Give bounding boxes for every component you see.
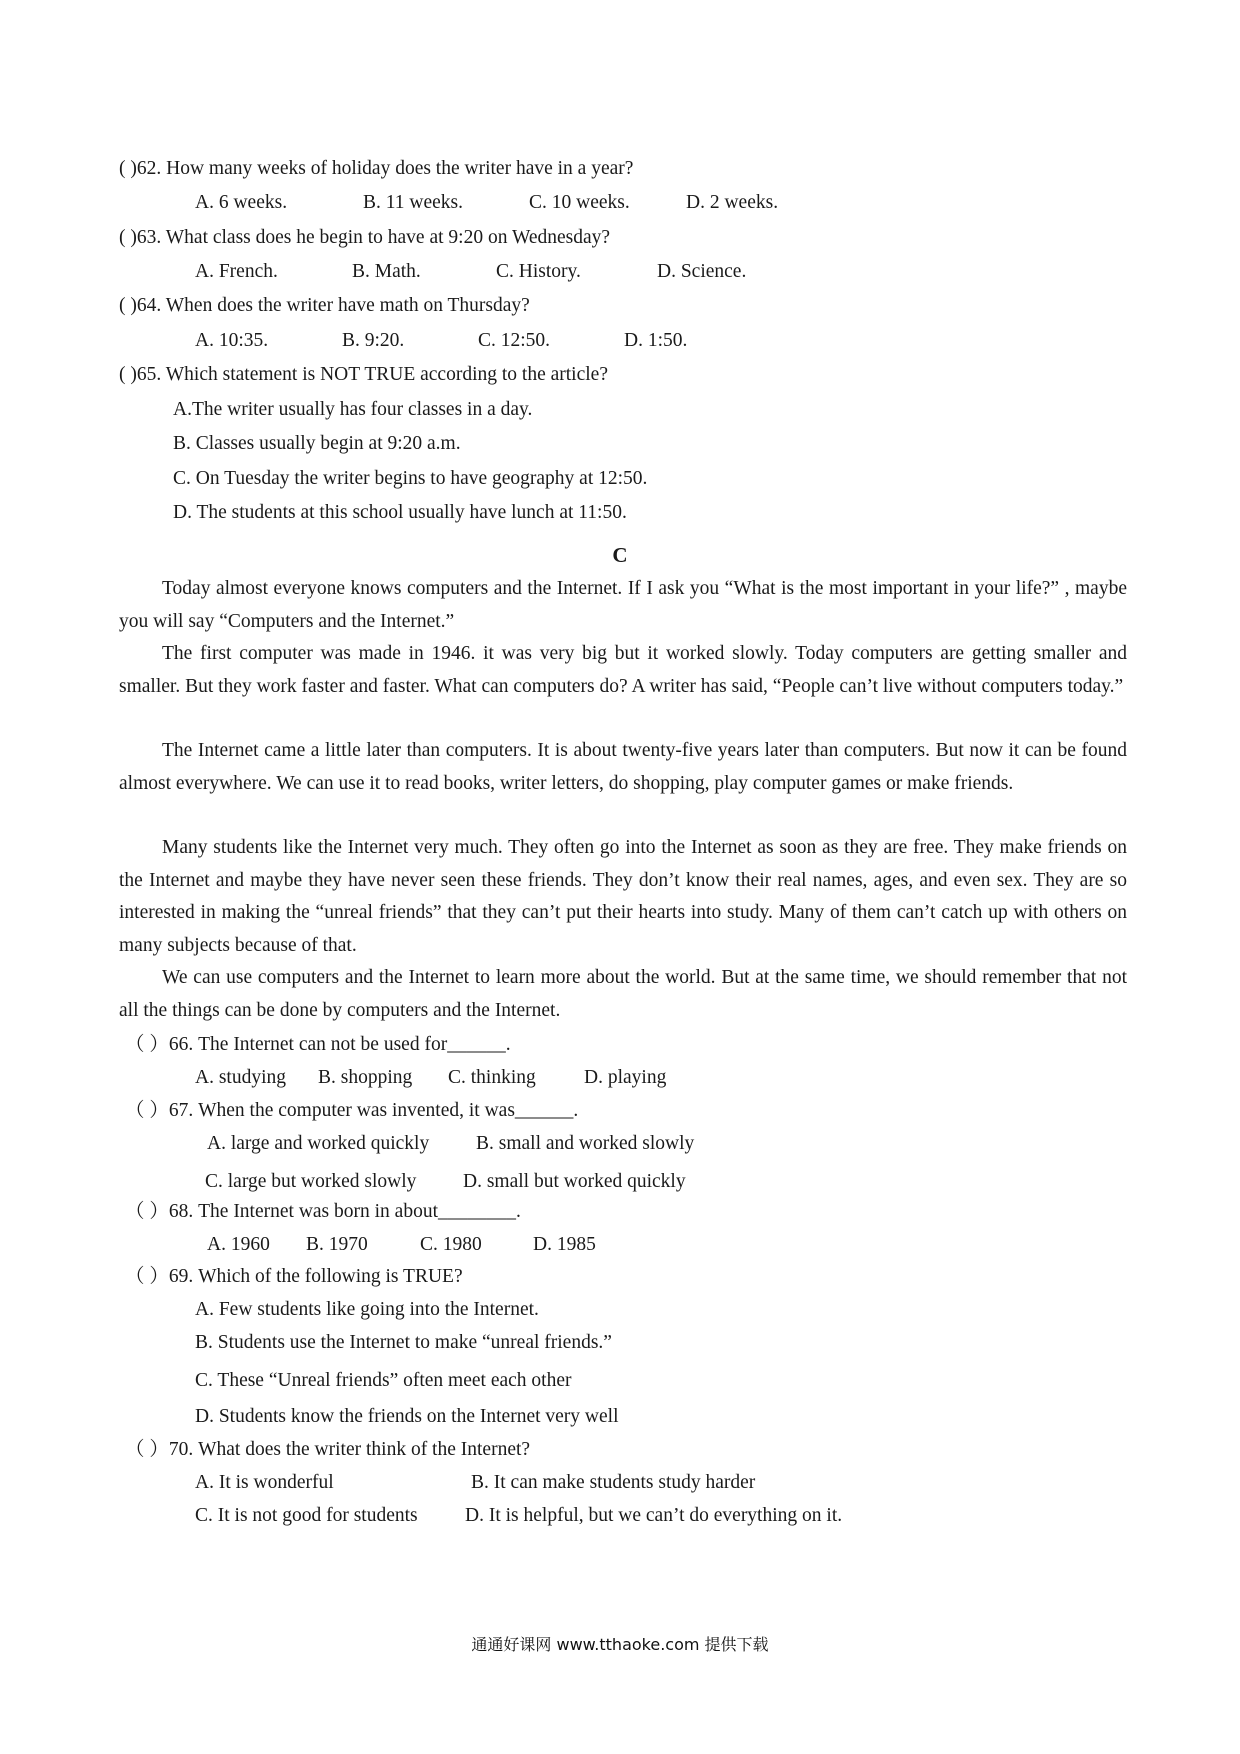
option-a: A. 1960 (207, 1234, 270, 1255)
option-a: A. French. (195, 261, 278, 282)
question-65-stem: ( )65. Which statement is NOT TRUE according to the article? (119, 364, 608, 385)
passage-paragraph-3: The Internet came a little later than computers. It is about twenty-five years later than computers. But now it can be found almost everywhere. We can use it to read books, writer letters, do shopping, play computer games or make friends. (119, 740, 1127, 794)
option-a: A. 6 weeks. (195, 192, 288, 213)
option-c: C. History. (496, 261, 581, 282)
option-a: A. large and worked quickly (207, 1133, 430, 1154)
option-b: B. small and worked slowly (476, 1133, 695, 1154)
option-a: A. 10:35. (195, 330, 269, 351)
passage-paragraph-1: Today almost everyone knows computers and the Internet. If I ask you “What is the most important in your life?” , maybe you will say “Computers and the Internet.” (119, 578, 1127, 632)
question-68-stem: （ ）68. The Internet was born in about________. (125, 1201, 521, 1222)
option-c: C. thinking (448, 1067, 536, 1088)
question-68-options (207, 1233, 596, 1257)
question-62-options (195, 191, 778, 215)
option-d: D. 1985 (533, 1234, 596, 1255)
section-heading-c: C (612, 543, 628, 567)
question-66-options (195, 1066, 666, 1090)
option-c: C. It is not good for students (195, 1505, 418, 1526)
question-64-stem: ( )64. When does the writer have math on Thursday? (119, 295, 530, 316)
option-b: B. Math. (352, 261, 421, 282)
question-65-option-b: B. Classes usually begin at 9:20 a.m. (173, 433, 461, 454)
passage-paragraph-4: Many students like the Internet very much. They often go into the Internet as soon as they are free. They make friends on the Internet and maybe they have never seen these friends. They don’t know their real names, ages, and even sex. They are so interested in making the “unreal friends” that they can’t put their hearts into study. Many of them can’t catch up with others on many subjects because of that. (119, 837, 1127, 956)
question-69-option-c: C. These “Unreal friends” often meet each other (195, 1370, 572, 1391)
question-70-stem: （ ）70. What does the writer think of the Internet? (125, 1439, 531, 1460)
option-c: C. large but worked slowly (205, 1171, 417, 1192)
question-66-stem: （ ）66. The Internet can not be used for______. (125, 1034, 511, 1055)
option-c: C. 10 weeks. (529, 192, 630, 213)
option-d: D. Science. (657, 261, 747, 282)
option-d: D. 2 weeks. (686, 192, 779, 213)
option-d: D. small but worked quickly (463, 1171, 686, 1192)
question-69-option-d: D. Students know the friends on the Internet very well (195, 1406, 619, 1427)
option-d: D. 1:50. (624, 330, 688, 351)
option-a: A. studying (195, 1067, 287, 1088)
question-67-stem: （ ）67. When the computer was invented, it was______. (125, 1100, 579, 1121)
option-a: A. It is wonderful (195, 1472, 334, 1493)
option-b: B. 1970 (306, 1234, 368, 1255)
question-64-options (195, 329, 687, 353)
option-b: B. 11 weeks. (363, 192, 464, 213)
question-67-options-row-2 (205, 1170, 686, 1194)
question-69-option-b: B. Students use the Internet to make “unreal friends.” (195, 1332, 612, 1353)
question-69-stem: （ ）69. Which of the following is TRUE? (125, 1266, 463, 1287)
page-footer: 通通好课网 www.tthaoke.com 提供下载 (471, 1635, 769, 1654)
option-d: D. playing (584, 1067, 667, 1088)
option-d: D. It is helpful, but we can’t do everything on it. (465, 1505, 843, 1526)
option-b: B. It can make students study harder (471, 1472, 756, 1493)
question-65-option-d: D. The students at this school usually have lunch at 11:50. (173, 502, 627, 523)
question-65-option-c: C. On Tuesday the writer begins to have geography at 12:50. (173, 468, 648, 489)
question-63-options (195, 260, 746, 284)
question-69-option-a: A. Few students like going into the Internet. (195, 1299, 539, 1320)
passage-paragraph-5: We can use computers and the Internet to learn more about the world. But at the same time, we should remember that not all the things can be done by computers and the Internet. (119, 967, 1127, 1021)
question-62-stem: ( )62. How many weeks of holiday does the writer have in a year? (119, 158, 634, 179)
option-b: B. shopping (318, 1067, 413, 1088)
option-b: B. 9:20. (342, 330, 405, 351)
question-65-option-a: A.The writer usually has four classes in a day. (173, 399, 533, 420)
question-67-options-row-1 (207, 1132, 694, 1156)
question-70-options-row-1 (195, 1471, 755, 1495)
question-70-options-row-2 (195, 1504, 842, 1528)
option-c: C. 1980 (420, 1234, 482, 1255)
question-63-stem: ( )63. What class does he begin to have at 9:20 on Wednesday? (119, 227, 611, 248)
option-c: C. 12:50. (478, 330, 551, 351)
passage-paragraph-2: The first computer was made in 1946. it was very big but it worked slowly. Today computers are getting smaller and smaller. But they work faster and faster. What can computers do? A writer has said, “People can’t live without computers today.” (119, 643, 1127, 697)
